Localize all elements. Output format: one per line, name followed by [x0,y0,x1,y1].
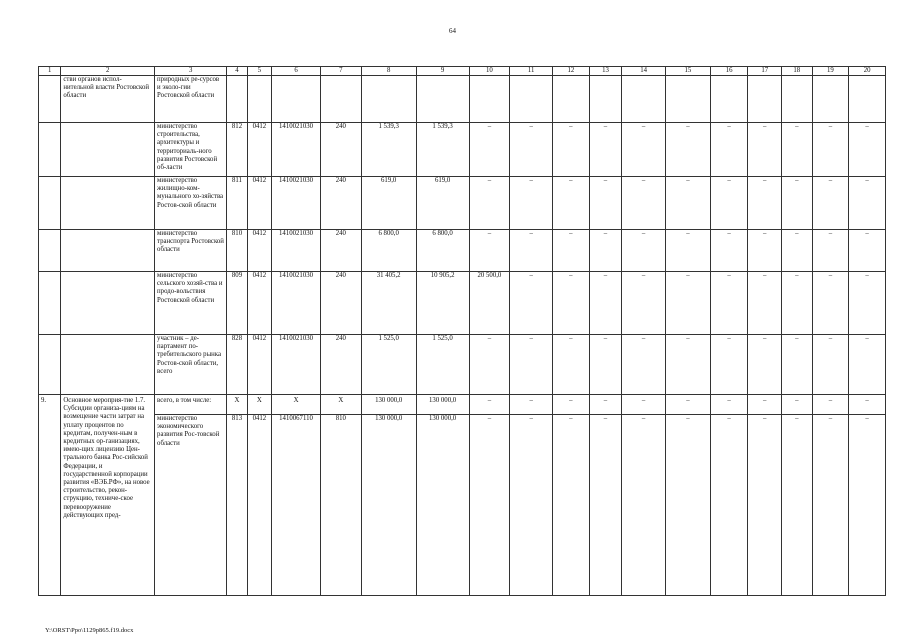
table-cell: – [666,395,711,415]
column-header: 18 [782,67,813,76]
table-cell: – [589,230,622,272]
table-cell: – [469,415,510,596]
table-cell: – [510,395,553,415]
table-cell: 812 [227,123,247,177]
table-cell: министерство жилищно-ком-мунального хо-зяйства Ростов-ской области [155,177,227,230]
table-cell: 813 [227,415,247,596]
column-header: 10 [469,67,510,76]
row-number-cell: 9. [39,395,61,596]
table-cell [61,272,155,335]
column-header: 12 [553,67,590,76]
table-cell: 810 [320,415,361,596]
table-cell: 6 800,0 [416,230,469,272]
table-cell: – [553,123,590,177]
table-cell: 1 539,3 [361,123,416,177]
table-cell: 810 [227,230,247,272]
table-cell: 240 [320,177,361,230]
table-row [39,415,886,596]
table-cell: министерство сельского хозяй-ства и продо-вольствия Ростовской области [155,272,227,335]
table-cell: 1 539,3 [416,123,469,177]
column-header: 11 [510,67,553,76]
table-cell: – [812,230,849,272]
table-cell: – [553,395,590,415]
table-cell [61,230,155,272]
table-cell: – [510,177,553,230]
table-cell: 130 000,0 [416,415,469,596]
table-row [39,395,886,415]
column-header: 8 [361,67,416,76]
table-cell: – [849,123,886,177]
table-cell: – [622,123,666,177]
table-cell: – [849,415,886,596]
table-cell: 0412 [247,123,271,177]
table-cell: Х [247,395,271,415]
column-header: 4 [227,67,247,76]
file-path-footer: Y:\ORST\Ppo\1129p865.f19.docx [45,627,134,634]
row-number-cell [39,76,61,123]
table-cell: участник – де-партамент по-требительского рынка Ростов-ской области, всего [155,335,227,395]
table-cell: – [589,395,622,415]
table-cell: – [812,272,849,335]
table-cell: 240 [320,123,361,177]
table-cell: 20 500,0 [469,272,510,335]
column-header: 15 [666,67,711,76]
table-cell: – [710,395,748,415]
table-cell: – [589,123,622,177]
table-cell: – [748,335,782,395]
table-row [39,123,886,177]
table-cell: – [469,177,510,230]
table-cell: – [469,230,510,272]
table-cell: 31 405,2 [361,272,416,335]
table-cell: – [710,177,748,230]
table-cell [39,177,61,230]
table-cell: Х [272,395,321,415]
table-cell: 619,0 [361,177,416,230]
table-cell: – [812,123,849,177]
column-header: 5 [247,67,271,76]
table-cell: – [469,123,510,177]
table-cell [39,335,61,395]
table-cell: – [748,272,782,335]
table-cell: 130 000,0 [416,395,469,415]
table-cell: – [849,230,886,272]
table-cell: – [622,335,666,395]
table-cell [39,272,61,335]
table-cell: – [666,272,711,335]
table-cell: 240 [320,272,361,335]
table-cell: – [622,415,666,596]
table-cell: 240 [320,230,361,272]
table-cell: 1410021030 [272,335,321,395]
table-cell: – [812,415,849,596]
column-header: 20 [849,67,886,76]
table-cell: 0412 [247,272,271,335]
table-cell: – [748,395,782,415]
table-cell: 0412 [247,177,271,230]
column-header: 16 [710,67,748,76]
table-cell: – [666,415,711,596]
table-cell: – [782,177,813,230]
table-cell: министерство экономического развития Рос-товской области [155,415,227,596]
table-cell: – [710,123,748,177]
table-cell: – [812,335,849,395]
table-cell: – [782,415,813,596]
page-number: 64 [449,27,456,35]
column-header: 7 [320,67,361,76]
table-cell: – [782,335,813,395]
table-cell: 0412 [247,230,271,272]
table-cell: – [622,272,666,335]
table-row [39,76,886,123]
table-cell: – [589,415,622,596]
table-row [39,272,886,335]
table-cell: – [812,395,849,415]
column-header: 19 [812,67,849,76]
table-row [39,177,886,230]
table-cell: – [782,272,813,335]
executor-cell: природных ре-сурсов и эколо-гии Ростовской области [155,76,227,123]
table-cell: 130 000,0 [361,415,416,596]
table-cell: – [849,177,886,230]
column-header: 3 [155,67,227,76]
table-row [39,230,886,272]
table-cell: 1 525,0 [361,335,416,395]
table-cell: – [748,123,782,177]
table-cell: 811 [227,177,247,230]
column-header: 17 [748,67,782,76]
table-cell: 619,0 [416,177,469,230]
table-cell: министерство транспорта Ростовской области [155,230,227,272]
table-cell: – [553,230,590,272]
table-cell: – [553,335,590,395]
table-cell: – [510,415,553,596]
table-cell: – [710,272,748,335]
table-cell: – [666,123,711,177]
table-cell: – [469,335,510,395]
table-cell: – [553,272,590,335]
table-cell: – [849,335,886,395]
table-cell: – [710,335,748,395]
table-cell: 1410067110 [272,415,321,596]
table-cell: – [849,395,886,415]
table-cell: – [782,123,813,177]
table-cell: 1 525,0 [416,335,469,395]
table-cell: – [710,230,748,272]
table-cell: 240 [320,335,361,395]
table-cell: – [510,335,553,395]
table-cell: – [622,395,666,415]
table-cell: – [622,177,666,230]
table-cell: – [510,230,553,272]
table-cell: – [666,335,711,395]
table-cell: – [553,177,590,230]
table-cell [39,230,61,272]
table-cell: 1410021030 [272,272,321,335]
measure-name-cell: Основное мероприя-тие 1.7. Субсидии организа-циям на возмещение части затрат на уплату процентов по кредитам, получен-ным в кредитных ор-ганизациях, имею-щих лицензию Цен-трального банка Рос-сийской Федерации, и государственной корпорации развития «ВЭБ.РФ», на новое строительство, рекон-струкцию, техниче-ское перевооружение действующих пред- [61,395,155,596]
column-header: 9 [416,67,469,76]
column-header: 14 [622,67,666,76]
table-cell: Х [227,395,247,415]
table-cell: 0412 [247,335,271,395]
table-row [39,335,886,395]
column-header: 13 [589,67,622,76]
table-cell: – [849,272,886,335]
table-cell: всего, в том числе: [155,395,227,415]
table-cell: 6 800,0 [361,230,416,272]
table-cell: – [782,230,813,272]
table-cell: 130 000,0 [361,395,416,415]
table-cell: 1410021030 [272,177,321,230]
budget-table [38,66,886,596]
table-cell: – [666,230,711,272]
table-cell [61,123,155,177]
table-cell [61,335,155,395]
column-header: 6 [272,67,321,76]
table-cell: министерство строительства, архитектуры и территориаль-ного развития Ростовской об-ласти [155,123,227,177]
table-cell: – [510,272,553,335]
table-cell: 1410021030 [272,123,321,177]
table-cell: – [812,177,849,230]
column-header: 1 [39,67,61,76]
table-header [39,67,886,76]
table-cell: 1410021030 [272,230,321,272]
table-cell [39,123,61,177]
table-cell: – [748,415,782,596]
table-cell: – [666,177,711,230]
table-cell: – [748,230,782,272]
table-cell: – [469,395,510,415]
column-header: 2 [61,67,155,76]
table-cell: – [589,177,622,230]
table-cell: Х [320,395,361,415]
table-cell: 809 [227,272,247,335]
table-cell: – [748,177,782,230]
table-cell: – [510,123,553,177]
table-cell: – [589,272,622,335]
table-cell [61,177,155,230]
table-cell: 10 905,2 [416,272,469,335]
table-cell: – [782,395,813,415]
table-cell: – [710,415,748,596]
table-cell: – [589,335,622,395]
table-cell: – [553,415,590,596]
table-cell: – [622,230,666,272]
measure-name-cell: стви органов испол-нительной власти Ростовской области [61,76,155,123]
table-cell: 0412 [247,415,271,596]
table-cell: 828 [227,335,247,395]
